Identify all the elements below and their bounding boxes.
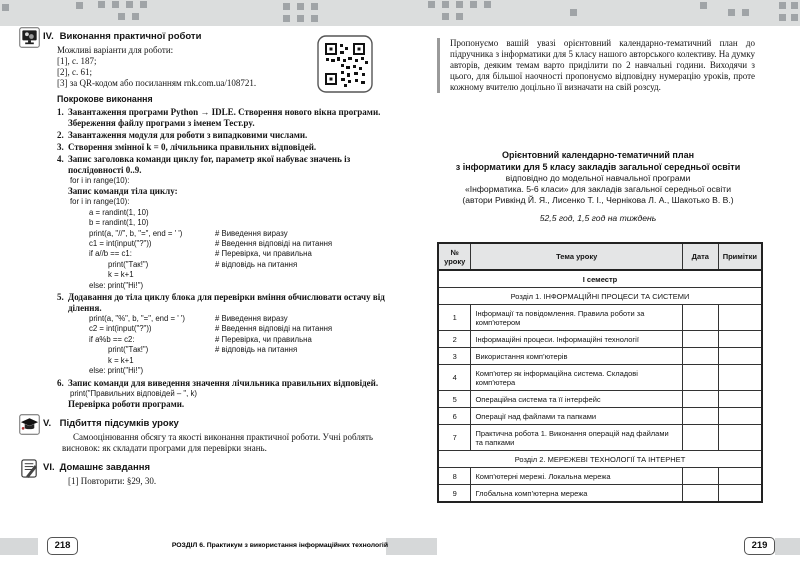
step-text: Запис заголовка команди циклу for, параметр якої набуває значень із послідовності 0..9. [68,154,351,175]
page-number-left: 218 [47,537,78,555]
code-line: print(a, "//", b, "=", end = ' ') # Виведення виразу [89,228,288,238]
step-5 [57,292,392,376]
notepad-pencil-icon [19,458,40,479]
code-line: else: print("Ні!") [89,366,144,376]
deco-square [311,3,318,10]
section-title: Домашнє завдання [59,461,150,473]
table-row: 2 Інформаційні процеси. Інформаційні технології [438,331,762,348]
step-text: Додавання до тіла циклу блока для перевірки вміння обчислювати остачу від ділення. [68,292,385,314]
qr-code [317,35,373,96]
left-page [20,31,392,487]
section-numeral: V. [43,417,52,429]
step-number: 1. [57,107,64,117]
variant-line: [3] за QR-кодом або посиланням rnk.com.ua/108721. [57,78,257,88]
homework-line: [1] Повторити: §29, 30. [68,475,157,486]
monitor-gears-icon [19,27,40,48]
page-number-right: 219 [744,537,775,555]
variant-line: [1], с. 187; [57,56,97,66]
deco-square [98,1,105,8]
deco-square [791,14,798,21]
section-row: Розділ 2. МЕРЕЖЕВІ ТЕХНОЛОГІЇ ТА ІНТЕРНЕТ [438,451,762,468]
table-header-row [438,243,762,270]
step-number: 3. [57,142,64,152]
top-decoration-band [0,0,800,26]
variants-intro: Можливі варіанти для роботи: [57,45,174,55]
code-line: k = k+1 [108,355,134,365]
column-header-date: Дата [682,243,718,270]
code-line: print("Правильних відповідей – ", k) [70,388,198,398]
deco-square [297,15,304,22]
section-vi-heading [43,462,392,474]
deco-square [728,9,735,16]
column-header-theme: Тема уроку [471,243,682,270]
step-number: 5. [57,292,64,303]
table-row: 9 Глобальна комп’ютерна мережа [438,485,762,503]
code-line: a = randint(1, 10) [89,207,149,217]
steps-heading: Покрокове виконання [57,94,153,104]
code-line: for i in range(10): [70,197,130,207]
section-row: Розділ 1. ІНФОРМАЦІЙНІ ПРОЦЕСИ ТА СИСТЕМИ [438,288,762,305]
code-line: if a%b == c2: # Перевірка, чи правильна [89,334,312,344]
deco-square [742,9,749,16]
section-numeral: VI. [43,461,55,473]
code-line: b = randint(1, 10) [89,218,149,228]
plan-subtitle-line: відповідно до модельної навчальної програми [505,173,691,183]
column-header-lesson-number: № уроку [438,243,471,270]
calendar-plan-table [437,242,763,503]
step-text: Завантаження модуля для роботи з випадковими числами. [68,130,308,140]
step-3 [57,142,392,153]
step-text: Завантаження програми Python → IDLE. Створення нового вікна програми. Збереження файлу програми з іменем Тест.py. [68,107,381,128]
section-v-heading [43,418,392,430]
deco-square [112,1,119,8]
code-line: if a//b == c1: # Перевірка, чи правильна [89,249,312,259]
deco-square [779,2,786,9]
step-number: 2. [57,130,64,140]
table-row: 8 Комп’ютерні мережі. Локальна мережа [438,468,762,485]
deco-square [570,9,577,16]
deco-square [779,14,786,21]
deco-square [118,13,125,20]
code-line: print("Так!") # відповідь на питання [108,259,298,269]
deco-square [126,1,133,8]
code-line: print(a, "%", b, "=", end = ' ') # Виведення виразу [89,314,288,324]
graduation-cap-icon [19,414,40,435]
table-row: 3 Використання комп’ютерів [438,348,762,365]
code-body-label: Запис команди тіла циклу: [68,186,178,197]
plan-subtitle-line: (автори Ривкінд Й. Я., Лисенко Т. І., Чернікова Л. А., Шакотько В. В.) [462,195,734,205]
deco-square [2,4,9,11]
check-program-note: Перевірка роботи програми. [68,398,185,409]
step-text: Створення змінної k = 0, лічильника правильних відповідей. [68,142,317,152]
intro-paragraph: Пропонуємо вашій увазі орієнтовний календарно-тематичний план до підручника з інформатики для 5 класу нашого авторського колективу. На думку авторів, деяким темам варто приділити по 2 навчальні години. Виходячи з цього, для більшої наочності пропонуємо відповідну нумерацію уроків, проте кожному вчителю доцільно її визначати на свій розсуд. [437,38,755,93]
deco-square [456,13,463,20]
step-1 [57,107,392,129]
table-row: 7 Практична робота 1. Виконання операцій над файлами та папками [438,425,762,451]
footer-strip-left [0,538,38,555]
step-number: 4. [57,154,64,164]
deco-square [442,1,449,8]
table-row: 6 Операції над файлами та папками [438,408,762,425]
plan-title-line: Орієнтовний календарно-тематичний план [501,150,695,160]
code-line: c2 = int(input("?")) # Введення відповіді на питання [89,324,333,334]
plan-title-line: з інформатики для 5 класу закладів загальної середньої освіти [455,162,741,172]
variant-line: [2], с. 61; [57,67,92,77]
step-number: 6. [57,377,64,388]
deco-square [76,2,83,9]
deco-square [456,1,463,8]
deco-square [428,1,435,8]
footer-strip-center [386,538,437,555]
summary-paragraph: Самооцінювання обсягу та якості виконання практичної роботи. Учні роблять висновок: як складати програми для перевірки знань. [62,431,374,453]
deco-square [283,3,290,10]
column-header-notes: Примітки [718,243,762,270]
variants-block [57,45,301,89]
table-row: 4 Комп’ютер як інформаційна система. Складові комп’ютера [438,365,762,391]
right-page [420,31,776,503]
code-line: k = k+1 [108,270,134,280]
step-2 [57,130,392,141]
section-title: Підбиття підсумків уроку [59,417,179,429]
deco-square [283,15,290,22]
deco-square [132,13,139,20]
deco-square [311,15,318,22]
footer-strip-right [775,538,800,555]
chapter-footer-title: РОЗДІЛ 6. Практикум з використання інформаційних технологій [171,542,388,549]
deco-square [297,3,304,10]
step-text: Запис команди для виведення значення лічильника правильних відповідей. [68,377,379,388]
code-line: c1 = int(input("?")) # Введення відповіді на питання [89,239,333,249]
deco-square [791,2,798,9]
deco-square [442,13,449,20]
step-4 [57,154,392,291]
section-numeral: IV. [43,31,54,42]
semester-row: І семестр [438,270,762,288]
deco-square [700,2,707,9]
table-row: 1 Інформації та повідомлення. Правила роботи за комп’ютером [438,305,762,331]
table-row: 5 Операційна система та її інтерфейс [438,391,762,408]
code-line: for i in range(10): [70,176,130,185]
deco-square [140,1,147,8]
step-6 [57,378,392,410]
deco-square [484,1,491,8]
code-line: print("Так!") # відповідь на питання [108,345,298,355]
deco-square [470,1,477,8]
plan-heading-block [433,149,763,224]
plan-hours: 52,5 год, 1,5 год на тиждень [539,213,657,223]
section-title: Виконання практичної роботи [59,31,202,42]
plan-subtitle-line: «Інформатика. 5-6 класи» для закладів загальної середньої освіти [464,184,732,194]
code-line: else: print("Ні!") [89,280,144,290]
